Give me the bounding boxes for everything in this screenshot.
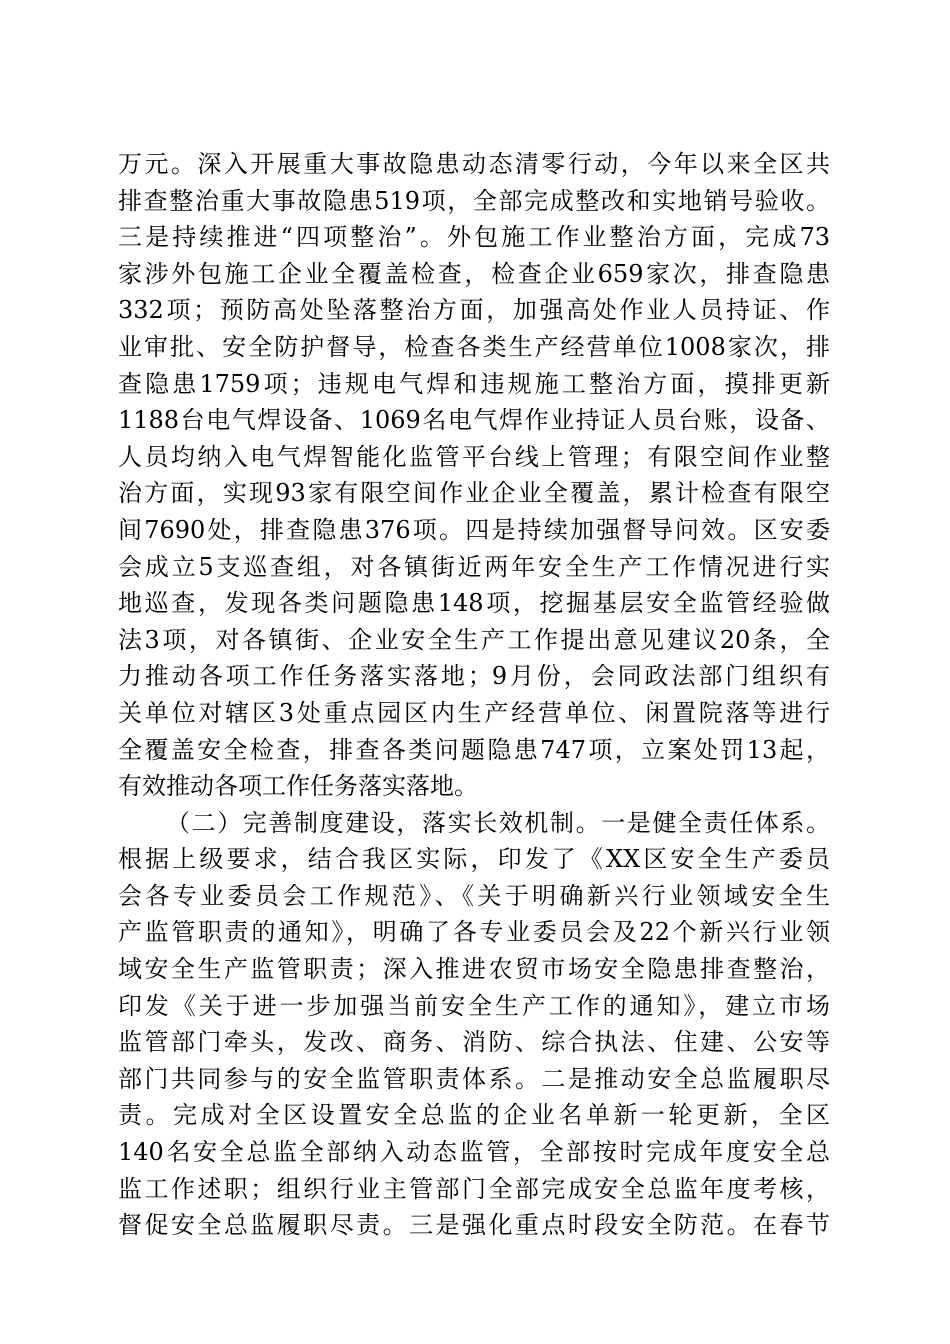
text-line: 治方面，实现93家有限空间作业企业全覆盖，累计检查有限空 (118, 479, 830, 508)
text-line: 部门共同参与的安全监管职责体系。二是推动安全总监履职尽 (118, 1064, 830, 1093)
text-line: 法3项，对各镇街、企业安全生产工作提出意见建议20条，全 (118, 625, 830, 654)
text-line: 业审批、安全防护督导，检查各类生产经营单位1008家次，排 (118, 332, 830, 361)
text-line: 印发《关于进一步加强当前安全生产工作的通知》，建立市场 (118, 991, 830, 1020)
text-line: 域安全生产监管职责；深入推进农贸市场安全隐患排查整治， (118, 955, 830, 984)
text-line: 责。完成对全区设置安全总监的企业名单新一轮更新，全区 (118, 1101, 830, 1130)
text-line: 全覆盖安全检查，排查各类问题隐患747项，立案处罚13起， (118, 735, 830, 764)
text-line: 产监管职责的通知》，明确了各专业委员会及22个新兴行业领 (118, 918, 830, 947)
text-line: 有效推动各项工作任务落实落地。 (118, 772, 478, 801)
text-line: 三是持续推进“四项整治”。外包施工作业整治方面，完成73 (118, 223, 830, 252)
text-line: 家涉外包施工企业全覆盖检查，检查企业659家次，排查隐患 (118, 259, 830, 288)
text-line: 会各专业委员会工作规范》、《关于明确新兴行业领域安全生 (118, 881, 830, 910)
text-line: 查隐患1759项；违规电气焊和违规施工整治方面，摸排更新 (118, 369, 830, 398)
text-line: 会成立5支巡查组，对各镇街近两年安全生产工作情况进行实 (118, 552, 830, 581)
text-line: 332项；预防高处坠落整治方面，加强高处作业人员持证、作 (118, 296, 830, 325)
text-line: 力推动各项工作任务落实落地；9月份，会同政法部门组织有 (118, 662, 830, 691)
text-line: 1188台电气焊设备、1069名电气焊作业持证人员台账，设备、 (118, 406, 830, 435)
text-line: 监工作述职；组织行业主管部门全部完成安全总监年度考核， (118, 1174, 830, 1203)
text-line: 排查整治重大事故隐患519项，全部完成整改和实地销号验收。 (118, 186, 830, 215)
text-line: 140名安全总监全部纳入动态监管，全部按时完成年度安全总 (118, 1138, 830, 1167)
text-line: 督促安全总监履职尽责。三是强化重点时段安全防范。在春节 (118, 1211, 830, 1240)
text-line: 地巡查，发现各类问题隐患148项，挖掘基层安全监管经验做 (118, 589, 830, 618)
text-line: 监管部门牵头，发改、商务、消防、综合执法、住建、公安等 (118, 1028, 830, 1057)
text-line: 人员均纳入电气焊智能化监管平台线上管理；有限空间作业整 (118, 442, 830, 471)
section-heading-line: （二）完善制度建设，落实长效机制。一是健全责任体系。 (166, 808, 830, 837)
text-line: 万元。深入开展重大事故隐患动态清零行动，今年以来全区共 (118, 150, 830, 178)
document-body (118, 146, 830, 1244)
text-line: 间7690处，排查隐患376项。四是持续加强督导问效。区安委 (118, 515, 830, 544)
text-line: 根据上级要求，结合我区实际，印发了《XX区安全生产委员 (118, 845, 830, 874)
text-line: 关单位对辖区3处重点园区内生产经营单位、闲置院落等进行 (118, 698, 830, 727)
